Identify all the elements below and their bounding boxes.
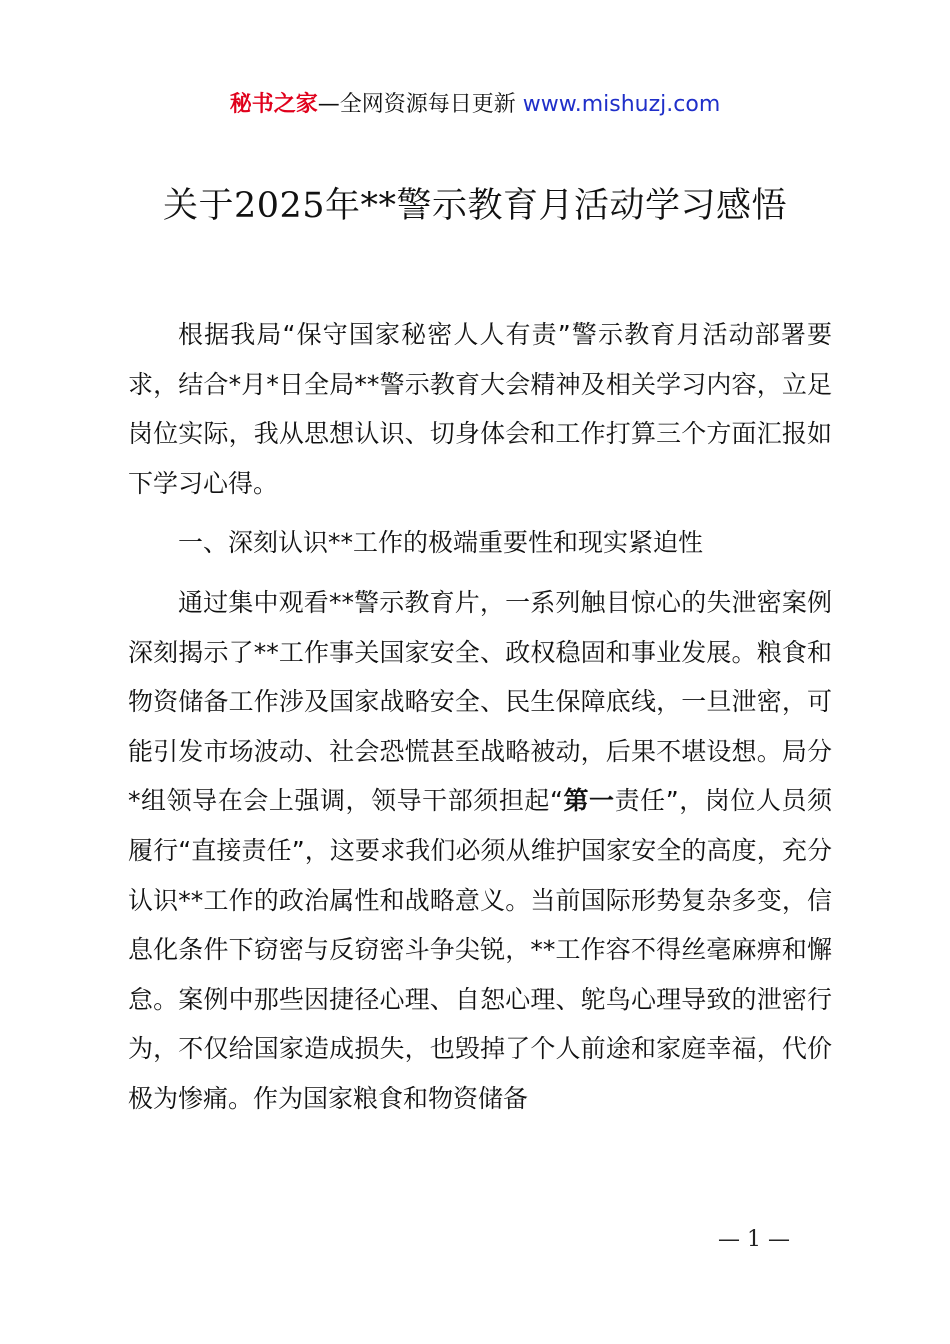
document-title: 关于2025年**警示教育月活动学习感悟 [162,186,788,226]
site-url-link[interactable]: www.mishuzj.com [522,92,721,117]
section-heading: 一、深刻认识**工作的极端重要性和现实紧迫性 [178,528,704,558]
document-body [128,310,832,1124]
page-number: — 1 — [718,1227,790,1252]
section-paragraph [128,578,832,1124]
site-header [0,90,950,120]
site-brand: 秘书之家 [229,92,318,117]
section-paragraph-text-2: 责任”，岗位人员须履行“直接责任”，这要求我们必须从维护国家安全的高度，充分认识**工作的政治属性和战略意义。当前国际形势复杂多变，信息化条件下窃密与反窃密斗争尖锐，**工作容不得丝毫麻痹和懈怠。案例中那些因捷径心理、自恕心理、鸵鸟心理导致的泄密行为，不仅给国家造成损失，也毁掉了个人前途和家庭幸福，代价极为惨痛。作为国家粮食和物资储备 [128,786,832,1113]
section-paragraph-text-1: 通过集中观看**警示教育片，一系列触目惊心的失泄密案例深刻揭示了**工作事关国家安全、政权稳固和事业发展。粮食和物资储备工作涉及国家战略安全、民生保障底线，一旦泄密，可能引发市场波动、社会恐慌甚至战略被动，后果不堪设想。局分*组领导在会上强调，领导干部须担起“ [128,587,832,816]
site-tagline: —全网资源每日更新 [317,92,523,117]
bold-term: 第一 [562,786,615,816]
intro-paragraph: 根据我局“保守国家秘密人人有责”警示教育月活动部署要求，结合*月*日全局**警示教育大会精神及相关学习内容，立足岗位实际，我从思想认识、切身体会和工作打算三个方面汇报如下学习心得。 [128,320,832,498]
